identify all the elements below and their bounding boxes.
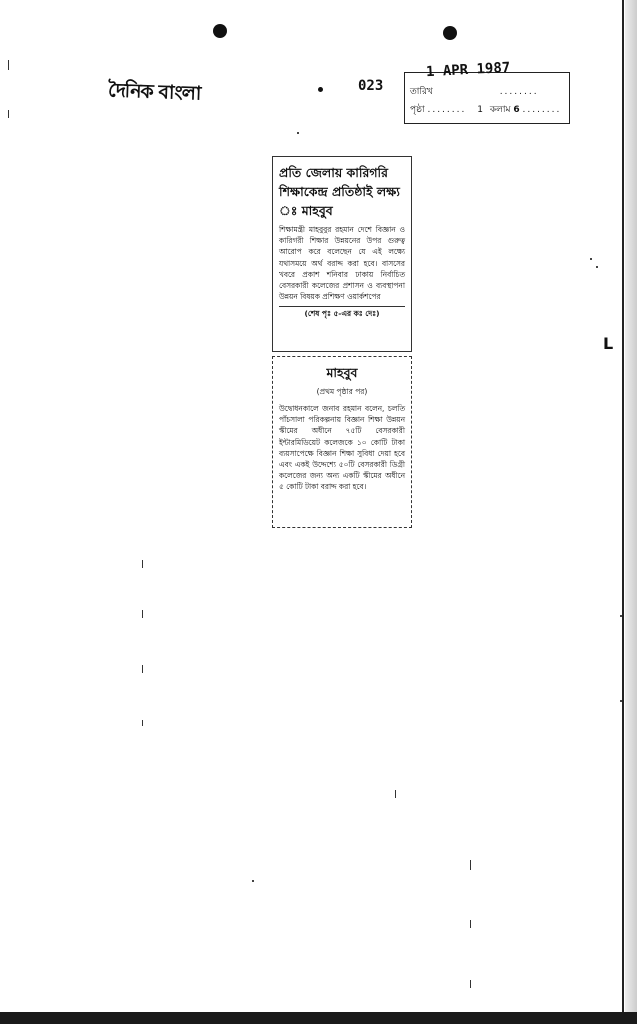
stamp-column-label: কলাম	[489, 105, 511, 115]
scan-artifact	[142, 720, 143, 726]
ink-dot	[318, 87, 323, 92]
news-clipping-continuation	[272, 356, 412, 528]
stamp-date-row	[410, 84, 539, 99]
continuation-body: উদ্বোধনকালে জনাব রহমান বলেন, চলতি পাঁচসালা পরিকল্পনায় বিজ্ঞান শিক্ষা উন্নয়ন স্কীমের অধীনে ৭৫টি বেসরকারী ইন্টারমিডিয়েট কলেজকে ১০ কোটি টাকা ব্যয়সাপেক্ষে বিজ্ঞান শিক্ষা সুবিধা দেয়া হবে এবং একই উদ্দেশ্যে ৫০টি বেসরকারী ডিগ্রী কলেজের জন্য অন্য একটি স্কীমের অধীনে ৫ কোটি টাকা বরাদ্দ করা হবে।	[279, 404, 405, 492]
stamp-page-leader: ........	[427, 105, 467, 115]
scan-artifact	[395, 790, 396, 798]
scan-speck	[620, 700, 622, 702]
scan-artifact	[142, 560, 143, 568]
stamp-column-leader: ........	[522, 105, 562, 115]
scan-artifact	[142, 665, 143, 673]
stamp-date-label: তারিখ	[410, 87, 433, 97]
punch-hole-left	[213, 24, 227, 38]
page-number: 023	[358, 78, 384, 94]
scan-artifact	[470, 920, 471, 928]
scan-artifact	[142, 610, 143, 618]
scan-speck	[252, 880, 254, 882]
scan-artifact	[8, 60, 9, 70]
punch-hole-right	[443, 26, 457, 40]
clipping-body: শিক্ষামন্ত্রী মাহবুবুর রহমান দেশে বিজ্ঞান ও কারিগরী শিক্ষার উন্নয়নের উপর গুরুত্ব আরোপ করে বলেছেন যে এই লক্ষ্যে যথাসময়ে অর্থ বরাদ্দ করা হবে। বাসসের খবরে প্রকাশ শনিবার ঢাকায় নির্বাচিত বেসরকারী কলেজের প্রশাসন ও ব্যবস্থাপনা উন্নয়ন বিষয়ক প্রশিক্ষণ ওয়ার্কশপের	[279, 225, 405, 302]
scan-artifact	[8, 110, 9, 118]
stamp-page-label: পৃষ্ঠা	[410, 105, 425, 115]
stamp-date-leader: ........	[499, 87, 539, 97]
continuation-headline: মাহবুব	[326, 365, 358, 380]
scan-speck	[297, 132, 299, 134]
newspaper-name: দৈনিক বাংলা	[107, 79, 201, 105]
stamp-page-value: 1	[477, 105, 483, 115]
page-bottom-edge	[0, 1012, 637, 1024]
news-clipping-main	[272, 156, 412, 352]
scan-artifact	[470, 860, 471, 870]
scan-speck	[596, 266, 598, 268]
scan-speck	[590, 258, 592, 260]
continuation-subheadline: (প্রথম পৃষ্ঠার পর)	[316, 387, 368, 396]
stamp-date-value: 1 APR 1987	[425, 59, 511, 81]
stamp-column-value: 6	[513, 105, 520, 115]
page-right-edge	[625, 0, 637, 1024]
clipping-continued-note: (শেষ পৃঃ ৫-এর কঃ দেঃ)	[279, 306, 405, 321]
clipping-headline: প্রতি জেলায় কারিগরি শিক্ষাকেন্দ্র প্রতিষ্ঠাই লক্ষ্য ঃ মাহবুব	[279, 165, 400, 218]
stamp-page-row	[410, 102, 561, 117]
scan-speck	[620, 615, 622, 617]
scan-artifact	[470, 980, 471, 988]
margin-handwritten-mark: L	[603, 334, 614, 353]
